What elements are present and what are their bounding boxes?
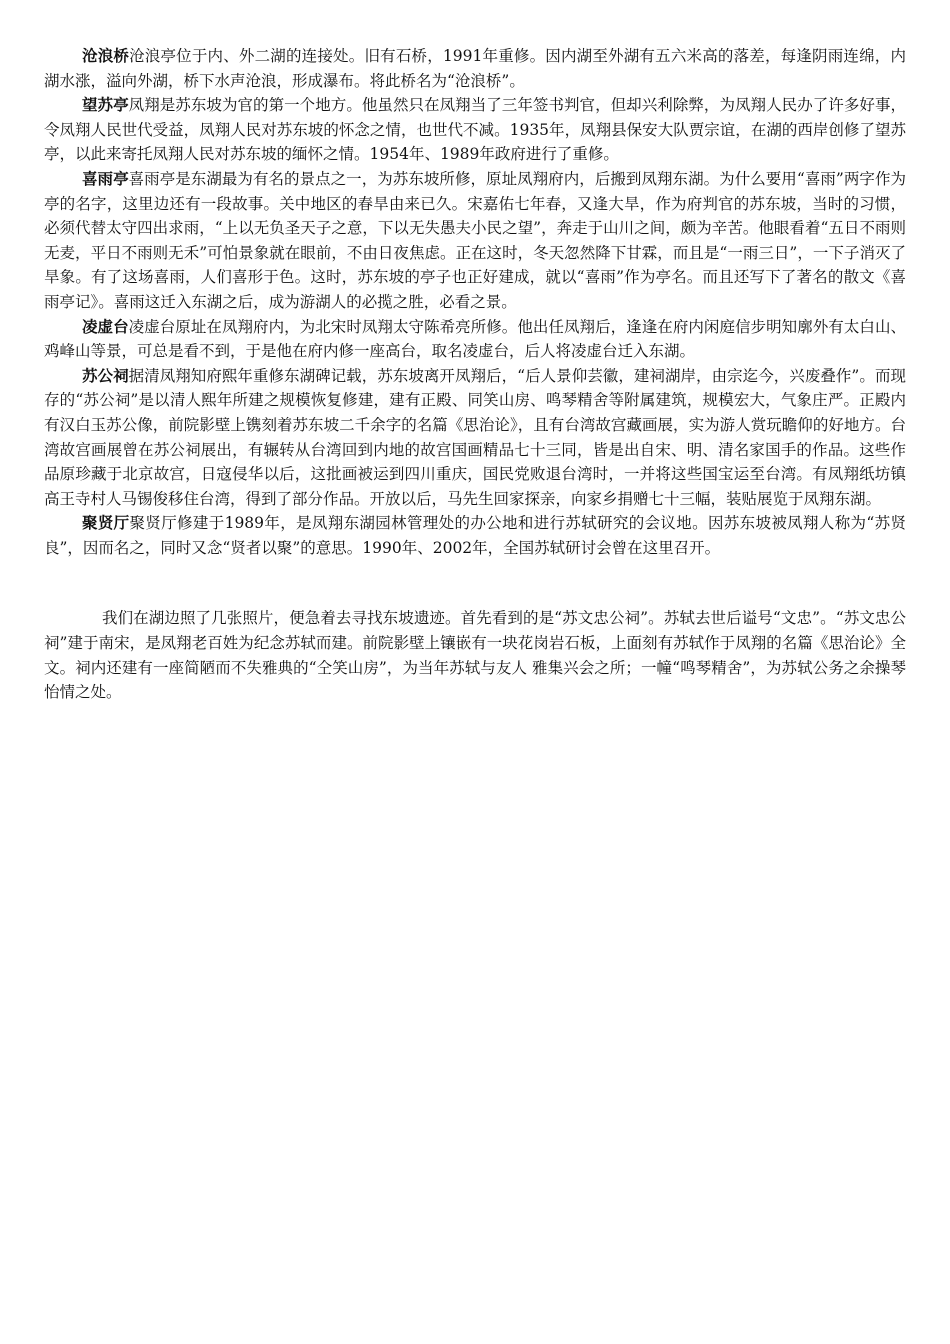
entry-text: 凌虚台原址在凤翔府内，为北宋时凤翔太守陈希亮所修。他出任凤翔后，逢逢在府内闲庭信步明知廓外有太白山、鸡峰山等景，可总是看不到，于是他在府内修一座高台，取名凌虚台，后人将凌虚台迁入东湖。 — [44, 317, 906, 361]
entry-xiyu-pavilion — [44, 167, 906, 315]
entry-juxian-hall — [44, 511, 906, 560]
entry-lingxu-terrace — [44, 315, 906, 364]
entry-canglang-bridge — [44, 44, 906, 93]
closing-paragraph: 我们在湖边照了几张照片，便急着去寻找东坡遗迹。首先看到的是“苏文忠公祠”。苏轼去世后谥号“文忠”。“苏文忠公祠”建于南宋，是凤翔老百姓为纪念苏轼而建。前院影壁上镶嵌有一块花岗岩石板，上面刻有苏轼作于凤翔的名篇《思治论》全文。祠内还建有一座简陋而不失雅典的“仝笑山房”，为当年苏轼与友人 雅集兴会之所；一幢“鸣琴精舍”，为苏轼公务之余操琴怡情之处。 — [44, 609, 906, 702]
entry-text: 喜雨亭是东湖最为有名的景点之一，为苏东坡所修，原址凤翔府内，后搬到凤翔东湖。为什么要用“喜雨”两字作为亭的名字，这里边还有一段故事。关中地区的春旱由来已久。宋嘉佑七年春，又逢大旱，作为府判官的苏东坡，当时的习惯，必须代替太守四出求雨，“上以无负圣天子之意，下以无失愚夫小民之望”，奔走于山川之间，颇为辛苦。他眼看着“五日不雨则无麦，平日不雨则无禾”可怕景象就在眼前，不由日夜焦虑。正在这时，冬天忽然降下甘霖，而且是“一雨三日”，一下子消灭了旱象。有了这场喜雨，人们喜形于色。这时，苏东坡的亭子也正好建成，就以“喜雨”作为亭名。而且还写下了著名的散文《喜雨亭记》。喜雨这迁入东湖之后，成为游湖人的必揽之胜，必看之景。 — [44, 169, 906, 311]
entry-sugong-temple — [44, 364, 906, 512]
document-page — [44, 44, 906, 705]
entry-term: 望苏亭 — [82, 96, 129, 115]
entry-text: 沧浪亭位于内、外二湖的连接处。旧有石桥，1991年重修。因内湖至外湖有五六米高的落差，每逢阴雨连绵，内湖水涨，溢向外湖，桥下水声沧浪，形成瀑布。将此桥名为“沧浪桥”。 — [44, 47, 906, 90]
entry-text: 聚贤厅修建于1989年，是凤翔东湖园林管理处的办公地和进行苏轼研究的会议地。因苏东坡被凤翔人称为“苏贤良”，因而名之，同时又念“贤者以聚”的意思。1990年、2002年，全国苏轼研讨会曾在这里召开。 — [44, 514, 906, 557]
entry-text: 据清凤翔知府熙年重修东湖碑记载，苏东坡离开凤翔后，“后人景仰芸徽，建祠湖岸，由宗迄今，兴废叠作”。而现存的“苏公祠”是以清人熙年所建之规模恢复修建，建有正殿、同笑山房、鸣琴精舍等附属建筑，规模宏大，气象庄严。正殿内有汉白玉苏公像，前院影壁上镌刻着苏东坡二千余字的名篇《思治论》，且有台湾故宫藏画展，实为游人赏玩瞻仰的好地方。台湾故宫画展曾在苏公祠展出，有辗转从台湾回到内地的故宫国画精品七十三同，皆是出自宋、明、清名家国手的作品。这些作品原珍藏于北京故宫，日寇侵华以后，这批画被运到四川重庆，国民党败退台湾时，一并将这些国宝运至台湾。有凤翔纸坊镇高王寺村人马锡俊移住台湾，得到了部分作品。开放以后，马先生回家探亲，向家乡捐赠七十三幅，装贴展览于凤翔东湖。 — [44, 366, 906, 508]
entry-term: 凌虚台 — [82, 317, 129, 336]
entry-term: 沧浪桥 — [82, 47, 130, 65]
entry-wangsu-pavilion — [44, 93, 906, 167]
entry-term: 喜雨亭 — [82, 169, 129, 188]
entry-term: 苏公祠 — [82, 366, 129, 385]
entry-term: 聚贤厅 — [82, 514, 130, 533]
entry-text: 凤翔是苏东坡为官的第一个地方。他虽然只在凤翔当了三年签书判官，但却兴利除弊，为凤翔人民办了许多好事，令凤翔人民世代受益，凤翔人民对苏东坡的怀念之情，也世代不减。1935年，凤翔县保安大队贾宗谊，在湖的西岸创修了望苏亭，以此来寄托凤翔人民对苏东坡的缅怀之情。1954年、1989年政府进行了重修。 — [44, 96, 906, 164]
